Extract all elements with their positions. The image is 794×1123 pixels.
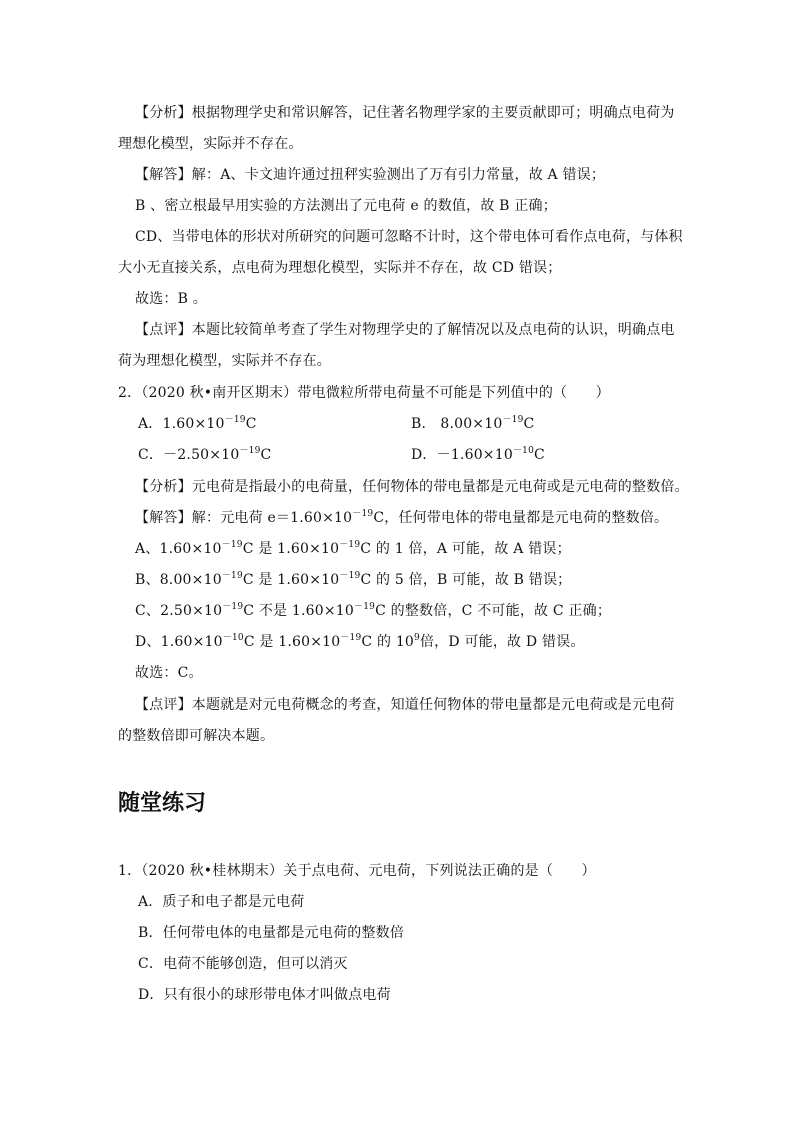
question-2-option-c — [138, 445, 271, 465]
practice-1-option-b: B．任何带电体的电量都是元电荷的整数倍 — [138, 925, 405, 941]
analysis-1-line-1: 【分析】根据物理学史和常识解答，记住著名物理学家的主要贡献即可；明确点电荷为 — [135, 105, 675, 121]
option-b-exponent: －19 — [502, 415, 524, 425]
practice-1-stem: 1．（2020 秋•桂林期末）关于点电荷、元电荷，下列说法正确的是（ ） — [118, 863, 596, 879]
line-d-part-3: C 的 10 — [361, 634, 415, 650]
comment-1-line-1: 【点评】本题比较简单考查了学生对物理学史的了解情况以及点电荷的认识，明确点电 — [135, 322, 675, 338]
option-c-base: C．－2.50×10 — [138, 447, 240, 463]
option-d-base: D．－1.60×10 — [411, 447, 513, 463]
option-d-exponent: －10 — [512, 446, 535, 456]
question-2-option-d — [411, 445, 545, 465]
question-2-stem: 2．（2020 秋•南开区期末）带电微粒所带电荷量不可能是下列值中的（ ） — [118, 385, 610, 401]
question-2-line-c — [135, 601, 611, 621]
question-2-line-a — [135, 539, 571, 559]
question-2-answer — [135, 508, 668, 528]
line-d-exp-3: 9 — [414, 633, 420, 643]
option-a-exponent: －19 — [224, 415, 246, 425]
option-c-unit: C — [260, 447, 272, 463]
comment-1-line-2: 荷为理想化模型，实际并不存在。 — [118, 353, 331, 369]
line-a-exp-2: －19 — [339, 540, 361, 550]
analysis-1-line-2: 理想化模型，实际并不存在。 — [118, 136, 303, 152]
line-a-exp-1: －19 — [221, 540, 243, 550]
answer-1-line-4: 大小无直接关系，点电荷为理想化模型，实际并不存在，故 CD 错误； — [118, 260, 562, 276]
line-b-part-1: B、8.00×10 — [135, 572, 222, 588]
line-c-exp-2: －19 — [354, 602, 376, 612]
line-b-exp-2: －19 — [339, 571, 361, 581]
line-c-part-2: C 不是 1.60×10 — [243, 603, 355, 619]
option-b-unit: C — [523, 416, 535, 432]
practice-1-option-c: C．电荷不能够创造，但可以消灭 — [138, 956, 348, 972]
question-2-analysis: 【分析】元电荷是指最小的电荷量，任何物体的带电量都是元电荷或是元电荷的整数倍。 — [135, 479, 689, 495]
question-2-option-a — [138, 414, 257, 434]
line-d-part-2: C 是 1.60×10 — [243, 634, 341, 650]
line-d-exp-2: －19 — [340, 633, 362, 643]
line-d-exp-1: －10 — [222, 633, 244, 643]
option-d-unit: C — [534, 447, 545, 463]
question-2-comment-line-2: 的整数倍即可解决本题。 — [118, 728, 275, 744]
answer-1-line-3: CD、当带电体的形状对所研究的问题可忽略不计时，这个带电体可看作点电荷，与体积 — [135, 229, 683, 245]
option-a-unit: C — [245, 416, 257, 432]
option-b-base: B． 8.00×10 — [411, 416, 503, 432]
line-a-part-1: A、1.60×10 — [135, 541, 222, 557]
question-2-line-d — [135, 632, 585, 652]
line-b-exp-1: －19 — [221, 571, 243, 581]
answer-base: 【解答】解：元电荷 e＝1.60×10 — [135, 510, 353, 526]
practice-1-option-a: A．质子和电子都是元电荷 — [138, 894, 305, 910]
question-2-comment-line-1: 【点评】本题就是对元电荷概念的考查，知道任何物体的带电量都是元电荷或是元电荷 — [135, 697, 675, 713]
option-a-base: A．1.60×10 — [138, 416, 225, 432]
answer-1-choice: 故选：B 。 — [135, 291, 207, 307]
line-c-part-1: C、2.50×10 — [135, 603, 223, 619]
answer-rest: C，任何带电体的带电量都是元电荷的整数倍。 — [373, 510, 669, 526]
line-d-part-1: D、1.60×10 — [135, 634, 223, 650]
question-2-line-b — [135, 570, 571, 590]
line-b-part-2: C 是 1.60×10 — [242, 572, 340, 588]
answer-exponent: －19 — [352, 509, 374, 519]
option-c-exponent: －19 — [239, 446, 261, 456]
line-a-part-2: C 是 1.60×10 — [242, 541, 340, 557]
question-2-option-b — [411, 414, 534, 434]
line-a-part-3: C 的 1 倍，A 可能，故 A 错误； — [360, 541, 571, 557]
line-b-part-3: C 的 5 倍，B 可能，故 B 错误； — [360, 572, 572, 588]
question-2-choice: 故选：C。 — [135, 665, 203, 681]
section-heading: 随堂练习 — [118, 791, 207, 816]
answer-1-line-1: 【解答】解：A、卡文迪许通过扭秤实验测出了万有引力常量，故 A 错误； — [135, 167, 606, 183]
practice-1-option-d: D．只有很小的球形带电体才叫做点电荷 — [138, 987, 391, 1003]
line-d-part-4: 倍，D 可能，故 D 错误。 — [419, 634, 585, 650]
line-c-part-3: C 的整数倍，C 不可能，故 C 正确； — [375, 603, 612, 619]
answer-1-line-2: B 、密立根最早用实验的方法测出了元电荷 e 的数值，故 B 正确； — [135, 198, 557, 214]
line-c-exp-1: －19 — [222, 602, 244, 612]
